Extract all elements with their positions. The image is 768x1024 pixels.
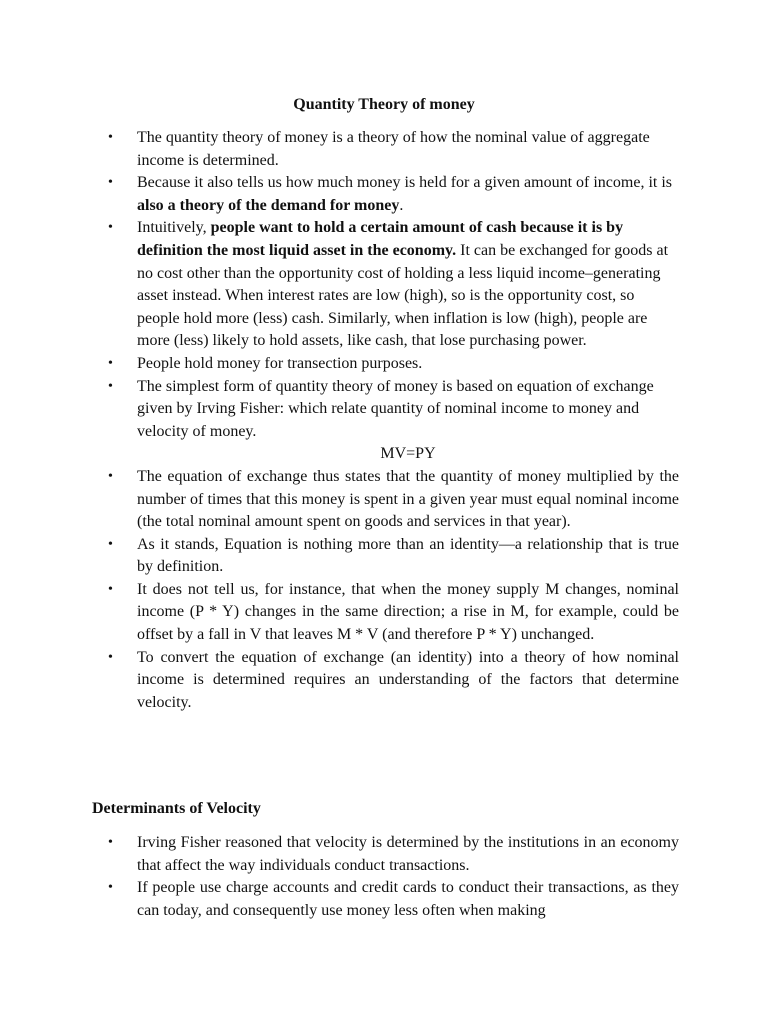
bullet-icon: • [108, 378, 113, 394]
list-item [105, 534, 679, 579]
list-item-text: . [399, 196, 404, 214]
list-item [105, 466, 679, 534]
list-item-text: If people use charge accounts and credit cards to conduct their transactions, as they can today, and consequently use money less often when making [137, 879, 679, 919]
bullet-icon: • [108, 581, 113, 597]
bullet-icon: • [108, 536, 113, 552]
list-item-text: As it stands, Equation is nothing more than an identity—a relationship that is true by definition. [137, 535, 679, 576]
list-item [105, 217, 679, 353]
list-item [105, 376, 679, 444]
list-item [105, 877, 679, 922]
bullet-list-quantity-theory [105, 127, 679, 714]
bullet-icon: • [108, 468, 113, 484]
list-item-text: It can be exchanged for goods at no cost other than the opportunity cost of holding a less liquid income–generating asset instead. When interest rates are low (high), so is the opportunity cost, so people hold more (less) cash. Similarly, when inflation is low (high), people are more (less) likely to hold assets, like cash, that lose purchasing power. [137, 241, 669, 350]
list-item [105, 832, 679, 877]
list-item [105, 647, 679, 715]
list-item-text: It does not tell us, for instance, that when the money supply M changes, nominal income (P * Y) changes in the same direction; a rise in M, for example, could be offset by a fall in V that leaves M * V (and therefore P * Y) unchanged. [137, 580, 679, 644]
equation: MV=PY [380, 445, 436, 463]
list-item-text: People hold money for transection purposes. [137, 354, 423, 372]
bullet-icon: • [108, 175, 113, 191]
bullet-icon: • [108, 835, 113, 850]
bullet-icon: • [108, 355, 113, 371]
bullet-icon: • [108, 130, 113, 145]
list-item-text: To convert the equation of exchange (an identity) into a theory of how nominal income is determined requires an understanding of the factors that determine velocity. [137, 648, 679, 711]
bullet-icon: • [108, 880, 113, 896]
list-item [105, 353, 679, 376]
list-item-text: Intuitively, [137, 219, 211, 237]
emphasis-text: people want to hold a certain amount of cash because it is by definition the most liquid asset in the economy. [137, 219, 624, 259]
list-item-text: The equation of exchange thus states that the quantity of money multiplied by the number of times that this money is spent in a given year must equal nominal income (the total nominal amount spent on goods and services in that year). [137, 467, 679, 531]
emphasis-text: also a theory of the demand for money [137, 196, 400, 214]
list-item-text: The simplest form of quantity theory of money is based on equation of exchange given by Irving Fisher: which relate quantity of nominal income to money and velocity of money. [137, 377, 654, 440]
list-item [105, 172, 679, 217]
list-item-text: Because it also tells us how much money is held for a given amount of income, it is [137, 174, 673, 192]
list-item-text: The quantity theory of money is a theory of how the nominal value of aggregate income is determined. [137, 129, 650, 169]
bullet-icon: • [108, 649, 113, 665]
list-item [105, 579, 679, 647]
document-title: Quantity Theory of money [293, 96, 475, 113]
bullet-icon: • [108, 220, 113, 236]
section-heading: Determinants of Velocity [92, 800, 261, 817]
list-item-text: Irving Fisher reasoned that velocity is determined by the institutions in an economy that affect the way individuals conduct transactions. [137, 834, 679, 874]
bullet-list-velocity [105, 832, 679, 922]
list-item [105, 127, 679, 172]
